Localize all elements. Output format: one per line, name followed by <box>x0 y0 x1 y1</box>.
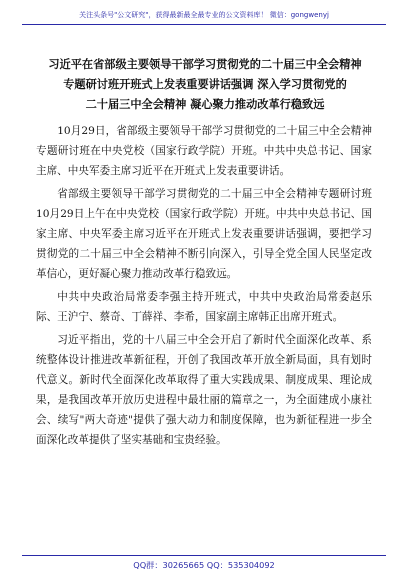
header-divider <box>22 24 386 25</box>
title-line-2: 专题研讨班开班式上发表重要讲话强调 深入学习贯彻党的 <box>63 77 347 91</box>
title-line-1: 习近平在省部级主要领导干部学习贯彻党的二十届三中全会精神 <box>48 57 362 71</box>
footer-contact-note: QQ群：30265665 QQ：535304092 <box>133 560 275 570</box>
title-line-3: 二十届三中全会精神 凝心聚力推动改革行稳致远 <box>85 97 325 111</box>
body-paragraph-1: 10月29日，省部级主要领导干部学习贯彻党的二十届三中全会精神专题研讨班在中央党校（国家行政学院）开班。中共中央总书记、国家主席、中央军委主席习近平在开班式上发表重要讲话。 <box>36 125 372 177</box>
document-body <box>36 121 372 453</box>
header-promo-note: 关注头条号"公文研究"，获得最新最全最专业的公文资料库！ 微信：gongwenyj <box>79 11 329 19</box>
body-paragraph-3: 中共中央政治局常委李强主持开班式，中共中央政治局常委赵乐际、王沪宁、蔡奇、丁薛祥、李希，国家副主席韩正出席开班式。 <box>36 291 372 323</box>
body-paragraph-2: 省部级主要领导干部学习贯彻党的二十届三中全会精神专题研讨班10月29日上午在中央党校（国家行政学院）开班。中共中央总书记、国家主席、中央军委主席习近平在开班式上发表重要讲话强调，要把学习贯彻党的二十届三中全会精神不断引向深入，引导全党全国人民坚定改革信心，更好凝心聚力推动改革行稳致远。 <box>36 188 372 280</box>
footer-divider <box>22 555 386 556</box>
body-paragraph-4: 习近平指出，党的十八届三中全会开启了新时代全面深化改革、系统整体设计推进改革新征程，开创了我国改革开放全新局面，具有划时代意义。新时代全面深化改革取得了重大实践成果、制度成果、理论成果，是我国改革开放历史进程中最壮丽的篇章之一，为全面建成小康社会、续写"两大奇迹"提供了强大动力和制度保障，也为新征程进一步全面深化改革提供了坚实基础和宝贵经验。 <box>36 334 372 446</box>
document-title <box>30 54 380 114</box>
